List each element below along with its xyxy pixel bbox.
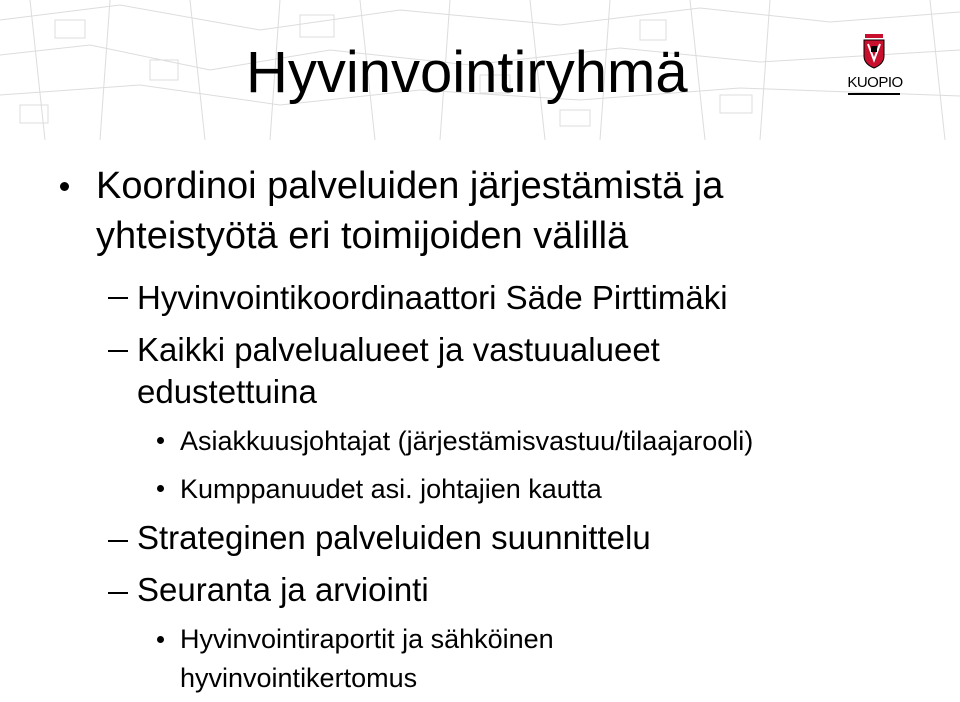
slide-title: Hyvinvointiryhmä <box>246 40 688 105</box>
bullet-dot <box>157 636 164 643</box>
bullet-level3-welfare-reports-line2: hyvinvointikertomus <box>180 663 418 693</box>
dash-marker <box>108 540 128 542</box>
bullet-level1-line1: Koordinoi palveluiden järjestämistä ja <box>96 165 724 207</box>
dash-marker <box>108 592 128 594</box>
bullet-level2-service-areas-line1: Kaikki palvelualueet ja vastuualueet <box>137 331 660 368</box>
bullet-level1-line2: yhteistyötä eri toimijoiden välillä <box>96 215 629 257</box>
dash-marker <box>108 297 128 299</box>
bullet-level2-coordinator: Hyvinvointikoordinaattori Säde Pirttimäki <box>137 279 728 316</box>
bullet-level2-service-areas-line2: edustettuina <box>137 373 317 410</box>
bullet-level2-strategic-planning: Strateginen palveluiden suunnittelu <box>137 519 651 556</box>
bullet-dot <box>157 437 164 444</box>
bullet-dot <box>157 485 164 492</box>
bullet-level3-customer-directors: Asiakkuusjohtajat (järjestämisvastuu/tilaajarooli) <box>180 426 754 456</box>
bullet-level2-monitoring: Seuranta ja arviointi <box>137 571 429 608</box>
logo-underline <box>848 93 900 95</box>
logo-text: KUOPIO <box>847 74 903 91</box>
kuopio-logo <box>838 30 910 102</box>
bullet-level3-partnerships: Kumppanuudet asi. johtajien kautta <box>180 474 602 504</box>
dash-marker <box>108 350 128 352</box>
bullet-level3-welfare-reports-line1: Hyvinvointiraportit ja sähköinen <box>180 624 554 654</box>
coat-of-arms-icon <box>838 30 910 102</box>
bullet-dot <box>60 182 69 191</box>
